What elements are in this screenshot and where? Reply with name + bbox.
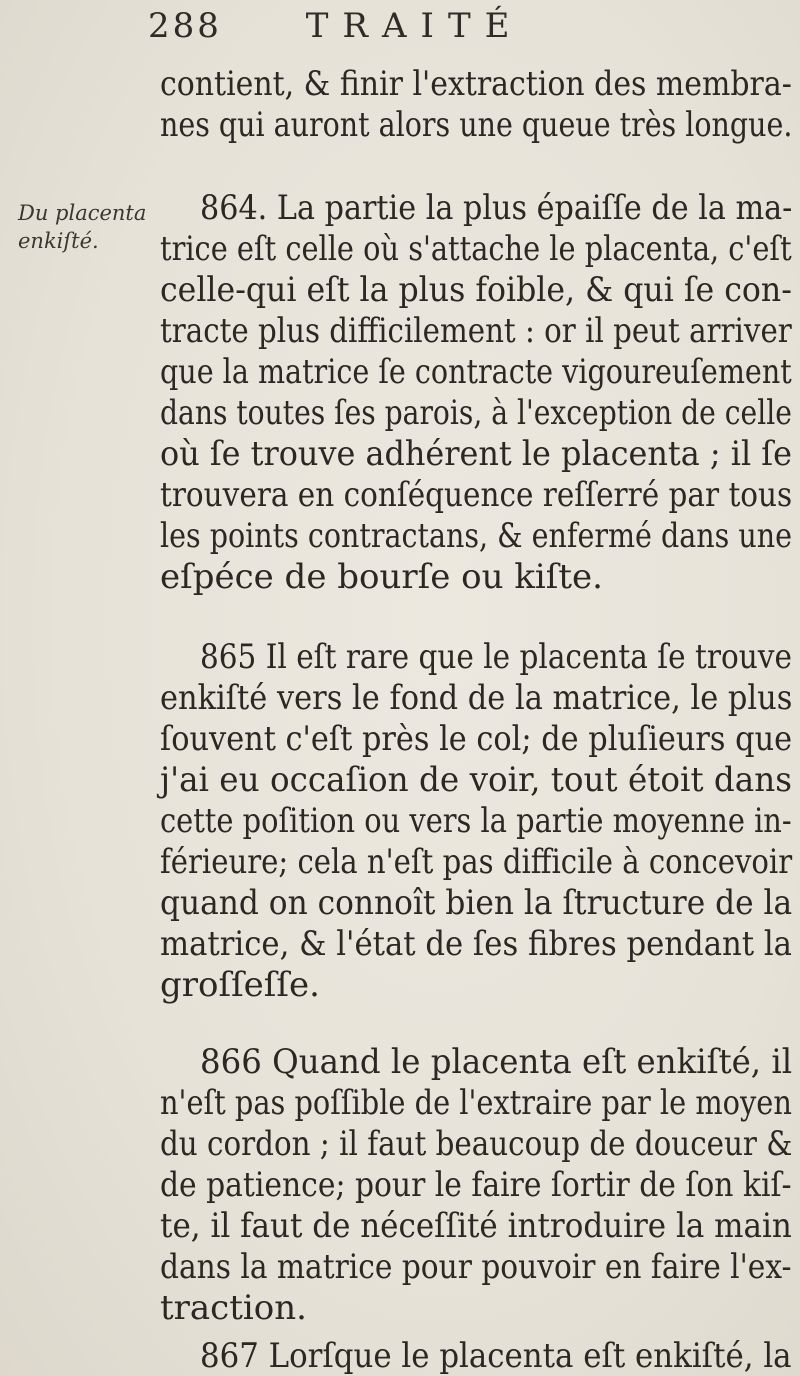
text-line: traction. (160, 1288, 307, 1328)
text-line: quand on connoît bien la ſtructure de la (160, 883, 793, 923)
text-line: matrice, & l'état de ſes fibres pendant la (160, 924, 793, 964)
paragraph-867-start: 867 Lorſque le placenta eſt enkiſté, la (200, 1336, 792, 1376)
paragraph-866-start: 866 Quand le placenta eſt enkiſté, il (200, 1042, 793, 1082)
text-line: te, il faut de néceſſité introduire la main (160, 1206, 792, 1246)
text-line: ſouvent c'eſt près le col; de pluſieurs que (160, 719, 793, 759)
margin-note-line-1: Du placenta (18, 201, 147, 225)
text-line: du cordon ; il faut beaucoup de douceur & (160, 1124, 793, 1164)
text-line: où ſe trouve adhérent le placenta ; il ſe (160, 434, 792, 474)
text-line: tracte plus difficilement : or il peut arriver (160, 311, 792, 351)
text-line: enkiſté vers le fond de la matrice, le plus (160, 678, 793, 718)
text-line: celle-qui eſt la plus foible, & qui ſe con- (160, 270, 792, 310)
text-line: nes qui auront alors une queue très longue. (160, 105, 793, 145)
text-line: n'eſt pas poſſible de l'extraire par le moyen (160, 1083, 792, 1123)
text-line: trouvera en conſéquence reſſerré par tous (160, 475, 793, 515)
text-line: dans toutes ſes parois, à l'exception de celle (160, 393, 792, 433)
page-number: 288 (148, 6, 222, 46)
text-line: eſpéce de bourſe ou kiſte. (160, 557, 603, 597)
text-line: férieure; cela n'eſt pas difficile à concevoir (160, 842, 793, 882)
text-line: que la matrice ſe contracte vigoureuſement (160, 352, 792, 392)
text-line: cette poſition ou vers la partie moyenne in- (160, 801, 792, 841)
running-head (148, 6, 523, 46)
text-line: j'ai eu occaſion de voir, tout étoit dans (160, 760, 792, 800)
text-line: dans la matrice pour pouvoir en faire l'ex- (160, 1247, 792, 1287)
text-line: les points contractans, & enfermé dans une (160, 516, 793, 556)
text-line: contient, & finir l'extraction des membra- (160, 64, 792, 104)
text-line: de patience; pour le faire ſortir de ſon kiſ- (160, 1165, 792, 1205)
paragraph-865-start: 865 Il eſt rare que le placenta ſe trouve (200, 637, 792, 677)
running-title: TRAITÉ (305, 6, 524, 46)
text-line: groſſeſſe. (160, 965, 320, 1005)
margin-note-line-2: enkiſté. (18, 229, 99, 253)
text-line: trice eſt celle où s'attache le placenta, c'eſt (160, 229, 792, 269)
paragraph-864-start: 864. La partie la plus épaiſſe de la ma- (200, 188, 793, 228)
